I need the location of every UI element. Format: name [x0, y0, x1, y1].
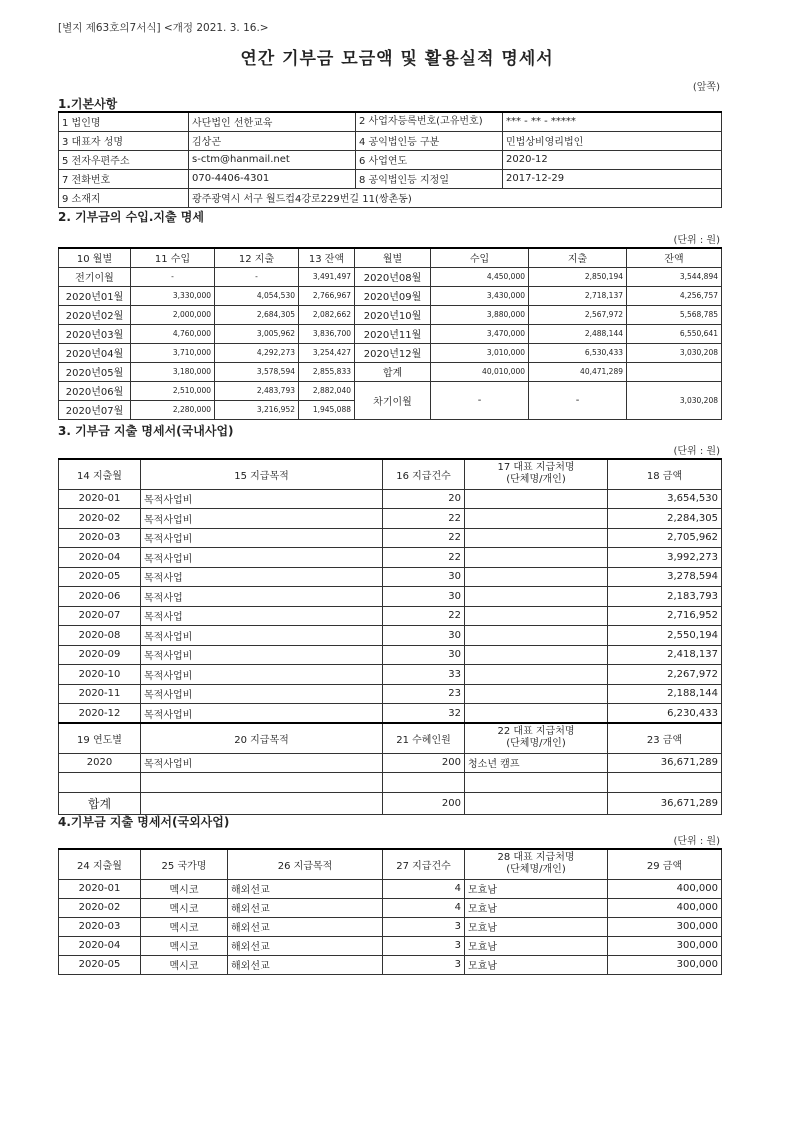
amount-cell: 3,005,962 [215, 324, 299, 343]
month-cell: 2020년07월 [59, 400, 131, 419]
table-row [59, 684, 722, 704]
amount-cell: 3,030,208 [627, 343, 722, 362]
field-value: 광주광역시 서구 월드컵4강로229번길 11(쌍촌동) [189, 188, 722, 207]
total-label: 합계 [59, 792, 141, 814]
amount-cell: 300,000 [608, 936, 722, 955]
amount-cell: 2,850,194 [529, 267, 627, 286]
recipient-cell: 모효남 [465, 898, 608, 917]
column-header: 15 지급목적 [141, 459, 383, 489]
month-cell: 2020-01 [59, 489, 141, 509]
amount-cell: 2,267,972 [608, 665, 722, 685]
overseas-expense-table [58, 848, 722, 975]
amount-cell: 3,180,000 [131, 362, 215, 381]
table-row [59, 150, 722, 169]
amount-cell: 5,568,785 [627, 305, 722, 324]
table-row [59, 606, 722, 626]
field-value: 070-4406-4301 [189, 169, 356, 188]
page-side-label: (앞쪽) [692, 82, 720, 93]
amount-cell: 2,280,000 [131, 400, 215, 419]
column-header: 19 연도별 [59, 723, 141, 753]
amount-cell: 3,030,208 [627, 381, 722, 419]
amount-cell: 3,491,497 [299, 267, 355, 286]
month-cell: 2020-07 [59, 606, 141, 626]
count-cell: 23 [383, 684, 465, 704]
amount-cell: 3,880,000 [431, 305, 529, 324]
table-header-row [59, 723, 722, 753]
section-title-overseas: 4.기부금 지출 명세서(국외사업) [58, 815, 230, 829]
table-row [59, 509, 722, 529]
recipient-cell [465, 684, 608, 704]
purpose-cell: 목적사업비 [141, 645, 383, 665]
table-row [59, 567, 722, 587]
recipient-cell: 청소년 캠프 [465, 753, 608, 773]
field-label: 6 사업연도 [356, 150, 503, 169]
unit-label: (단위 : 원) [673, 446, 720, 457]
column-header: 23 금액 [608, 723, 722, 753]
column-header: 12 지출 [215, 248, 299, 267]
recipient-cell [465, 548, 608, 568]
field-value: 2020-12 [503, 150, 722, 169]
country-cell: 멕시코 [141, 917, 228, 936]
recipient-cell [465, 645, 608, 665]
header-line: 17 대표 지급처명 [497, 462, 575, 474]
amount-cell [627, 362, 722, 381]
month-cell: 2020년04월 [59, 343, 131, 362]
column-header: 월별 [355, 248, 431, 267]
column-header: 21 수혜인원 [383, 723, 465, 753]
amount-cell: 2,716,952 [608, 606, 722, 626]
table-row [59, 286, 722, 305]
country-cell: 멕시코 [141, 898, 228, 917]
amount-cell: 4,256,757 [627, 286, 722, 305]
count-cell: 30 [383, 567, 465, 587]
amount-cell: 2,000,000 [131, 305, 215, 324]
recipient-cell [465, 509, 608, 529]
amount-cell: 400,000 [608, 898, 722, 917]
count-cell [383, 773, 465, 793]
table-row [59, 955, 722, 974]
table-row [59, 267, 722, 286]
table-row [59, 362, 722, 381]
amount-cell: 2,705,962 [608, 528, 722, 548]
recipient-cell [465, 792, 608, 814]
amount-cell: 6,530,433 [529, 343, 627, 362]
month-cell: 2020년11월 [355, 324, 431, 343]
month-cell: 2020-03 [59, 528, 141, 548]
month-cell: 2020-02 [59, 509, 141, 529]
field-label: 7 전화번호 [59, 169, 189, 188]
purpose-cell: 목적사업비 [141, 528, 383, 548]
field-label: 4 공익법인등 구분 [356, 131, 503, 150]
recipient-cell [465, 587, 608, 607]
purpose-cell: 목적사업비 [141, 509, 383, 529]
table-row [59, 898, 722, 917]
amount-cell: 2,284,305 [608, 509, 722, 529]
field-label: 9 소재지 [59, 188, 189, 207]
field-label: 2 사업자등록번호(고유번호) [356, 112, 503, 131]
amount-cell: 2,766,967 [299, 286, 355, 305]
amount-cell: 3,836,700 [299, 324, 355, 343]
purpose-cell: 목적사업비 [141, 626, 383, 646]
field-value: *** - ** - ***** [503, 112, 722, 131]
year-cell: 2020 [59, 753, 141, 773]
month-cell: 2020-06 [59, 587, 141, 607]
income-expense-table [58, 247, 722, 420]
amount-cell: 4,292,273 [215, 343, 299, 362]
column-header: 29 금액 [608, 849, 722, 879]
table-row [59, 917, 722, 936]
overseas-expense-body [59, 849, 722, 974]
amount-cell: - [131, 267, 215, 286]
field-value: 2017-12-29 [503, 169, 722, 188]
table-row [59, 587, 722, 607]
month-cell: 2020-02 [59, 898, 141, 917]
amount-cell: 40,010,000 [431, 362, 529, 381]
domestic-expense-table [58, 458, 722, 815]
recipient-cell [465, 567, 608, 587]
amount-cell: 400,000 [608, 879, 722, 898]
country-cell: 멕시코 [141, 879, 228, 898]
column-header: 16 지급건수 [383, 459, 465, 489]
table-row [59, 645, 722, 665]
section-title-income-expense: 2. 기부금의 수입.지출 명세 [58, 210, 204, 224]
column-header: 24 지출월 [59, 849, 141, 879]
column-header: 잔액 [627, 248, 722, 267]
table-row [59, 131, 722, 150]
amount-cell: 2,550,194 [608, 626, 722, 646]
amount-cell: 2,082,662 [299, 305, 355, 324]
count-cell: 33 [383, 665, 465, 685]
field-value: 사단법인 선한교육 [189, 112, 356, 131]
count-cell: 30 [383, 587, 465, 607]
basic-info-table [58, 111, 722, 208]
month-cell: 2020년06월 [59, 381, 131, 400]
table-row [59, 489, 722, 509]
table-row [59, 704, 722, 724]
field-label: 8 공익법인등 지정일 [356, 169, 503, 188]
amount-cell: 3,430,000 [431, 286, 529, 305]
count-cell: 200 [383, 792, 465, 814]
purpose-cell: 목적사업 [141, 606, 383, 626]
purpose-cell: 해외선교 [228, 898, 383, 917]
column-header: 25 국가명 [141, 849, 228, 879]
month-cell: 합계 [355, 362, 431, 381]
amount-cell: 2,188,144 [608, 684, 722, 704]
purpose-cell: 목적사업비 [141, 548, 383, 568]
month-cell: 2020-04 [59, 548, 141, 568]
country-cell: 멕시코 [141, 955, 228, 974]
count-cell: 30 [383, 645, 465, 665]
month-cell: 2020-01 [59, 879, 141, 898]
count-cell: 4 [383, 879, 465, 898]
table-row [59, 879, 722, 898]
column-header [465, 723, 608, 753]
field-label: 3 대표자 성명 [59, 131, 189, 150]
header-line: 28 대표 지급처명 [497, 852, 575, 864]
column-header: 27 지급건수 [383, 849, 465, 879]
month-cell: 2020-11 [59, 684, 141, 704]
field-label: 5 전자우편주소 [59, 150, 189, 169]
count-cell: 200 [383, 753, 465, 773]
month-cell: 전기이월 [59, 267, 131, 286]
unit-label: (단위 : 원) [673, 235, 720, 246]
purpose-cell: 목적사업 [141, 567, 383, 587]
recipient-cell [465, 528, 608, 548]
month-cell: 2020년12월 [355, 343, 431, 362]
amount-cell: - [215, 267, 299, 286]
month-cell: 2020-10 [59, 665, 141, 685]
count-cell: 22 [383, 606, 465, 626]
count-cell: 4 [383, 898, 465, 917]
amount-cell: 2,567,972 [529, 305, 627, 324]
amount-cell: 3,254,427 [299, 343, 355, 362]
amount-cell: - [431, 381, 529, 419]
purpose-cell: 해외선교 [228, 936, 383, 955]
amount-cell [608, 773, 722, 793]
amount-cell: 6,230,433 [608, 704, 722, 724]
recipient-cell [465, 626, 608, 646]
month-cell: 2020년03월 [59, 324, 131, 343]
month-cell: 2020-04 [59, 936, 141, 955]
table-row [59, 548, 722, 568]
amount-cell: 2,718,137 [529, 286, 627, 305]
count-cell: 32 [383, 704, 465, 724]
count-cell: 30 [383, 626, 465, 646]
table-row [59, 753, 722, 773]
header-line: (단체명/개인) [506, 864, 566, 876]
form-tag: [별지 제63호의7서식] <개정 2021. 3. 16.> [58, 22, 269, 34]
table-row [59, 665, 722, 685]
month-cell: 2020년09월 [355, 286, 431, 305]
purpose-cell: 목적사업비 [141, 753, 383, 773]
recipient-cell [465, 665, 608, 685]
basic-info-body [59, 112, 722, 207]
section-title-domestic: 3. 기부금 지출 명세서(국내사업) [58, 424, 234, 438]
field-value: 김상곤 [189, 131, 356, 150]
year-cell [59, 773, 141, 793]
column-header: 20 지급목적 [141, 723, 383, 753]
purpose-cell: 목적사업 [141, 587, 383, 607]
table-row [59, 528, 722, 548]
recipient-cell [465, 489, 608, 509]
amount-cell: 2,855,833 [299, 362, 355, 381]
table-row [59, 343, 722, 362]
month-cell: 2020-03 [59, 917, 141, 936]
month-cell: 2020년01월 [59, 286, 131, 305]
column-header: 지출 [529, 248, 627, 267]
amount-cell: 4,450,000 [431, 267, 529, 286]
amount-cell: 4,054,530 [215, 286, 299, 305]
table-header-row [59, 849, 722, 879]
month-cell: 2020년10월 [355, 305, 431, 324]
month-cell: 2020년08월 [355, 267, 431, 286]
field-value: 민법상비영리법인 [503, 131, 722, 150]
count-cell: 20 [383, 489, 465, 509]
amount-cell: 6,550,641 [627, 324, 722, 343]
recipient-cell: 모효남 [465, 955, 608, 974]
amount-cell: 2,510,000 [131, 381, 215, 400]
header-line: (단체명/개인) [506, 738, 566, 750]
amount-cell: 2,882,040 [299, 381, 355, 400]
purpose-cell: 목적사업비 [141, 489, 383, 509]
amount-cell: 3,578,594 [215, 362, 299, 381]
table-header-row [59, 459, 722, 489]
table-row [59, 188, 722, 207]
purpose-cell: 목적사업비 [141, 704, 383, 724]
amount-cell: 2,183,793 [608, 587, 722, 607]
amount-cell: 36,671,289 [608, 753, 722, 773]
purpose-cell [141, 792, 383, 814]
table-row [59, 936, 722, 955]
month-cell: 2020-12 [59, 704, 141, 724]
header-line: (단체명/개인) [506, 474, 566, 486]
domestic-expense-body [59, 459, 722, 814]
column-header: 13 잔액 [299, 248, 355, 267]
amount-cell: - [529, 381, 627, 419]
total-row [59, 792, 722, 814]
header-line: 22 대표 지급처명 [497, 726, 575, 738]
month-cell: 차기이월 [355, 381, 431, 419]
amount-cell: 40,471,289 [529, 362, 627, 381]
amount-cell: 3,544,894 [627, 267, 722, 286]
recipient-cell: 모효남 [465, 917, 608, 936]
amount-cell: 3,216,952 [215, 400, 299, 419]
count-cell: 3 [383, 917, 465, 936]
amount-cell: 2,483,793 [215, 381, 299, 400]
column-header: 10 월별 [59, 248, 131, 267]
amount-cell: 4,760,000 [131, 324, 215, 343]
purpose-cell: 목적사업비 [141, 665, 383, 685]
unit-label: (단위 : 원) [673, 836, 720, 847]
amount-cell: 2,418,137 [608, 645, 722, 665]
month-cell: 2020년05월 [59, 362, 131, 381]
column-header: 수입 [431, 248, 529, 267]
purpose-cell [141, 773, 383, 793]
table-row [59, 381, 722, 400]
column-header [465, 459, 608, 489]
income-expense-body [59, 248, 722, 419]
month-cell: 2020-09 [59, 645, 141, 665]
count-cell: 3 [383, 955, 465, 974]
field-value: s-ctm@hanmail.net [189, 150, 356, 169]
amount-cell: 36,671,289 [608, 792, 722, 814]
amount-cell: 3,470,000 [431, 324, 529, 343]
column-header: 11 수입 [131, 248, 215, 267]
purpose-cell: 목적사업비 [141, 684, 383, 704]
column-header: 14 지출월 [59, 459, 141, 489]
recipient-cell [465, 704, 608, 724]
table-header-row [59, 248, 722, 267]
count-cell: 22 [383, 509, 465, 529]
month-cell: 2020년02월 [59, 305, 131, 324]
field-label: 1 법인명 [59, 112, 189, 131]
count-cell: 3 [383, 936, 465, 955]
amount-cell: 3,654,530 [608, 489, 722, 509]
month-cell: 2020-05 [59, 955, 141, 974]
amount-cell: 3,278,594 [608, 567, 722, 587]
month-cell: 2020-08 [59, 626, 141, 646]
amount-cell: 1,945,088 [299, 400, 355, 419]
purpose-cell: 해외선교 [228, 955, 383, 974]
table-row [59, 773, 722, 793]
month-cell: 2020-05 [59, 567, 141, 587]
recipient-cell [465, 606, 608, 626]
count-cell: 22 [383, 528, 465, 548]
recipient-cell: 모효남 [465, 879, 608, 898]
country-cell: 멕시코 [141, 936, 228, 955]
purpose-cell: 해외선교 [228, 917, 383, 936]
amount-cell: 2,684,305 [215, 305, 299, 324]
amount-cell: 3,330,000 [131, 286, 215, 305]
section-title-basic: 1.기본사항 [58, 97, 118, 111]
count-cell: 22 [383, 548, 465, 568]
table-row [59, 324, 722, 343]
table-row [59, 112, 722, 131]
table-row [59, 626, 722, 646]
amount-cell: 3,992,273 [608, 548, 722, 568]
purpose-cell: 해외선교 [228, 879, 383, 898]
column-header [465, 849, 608, 879]
table-row [59, 169, 722, 188]
amount-cell: 300,000 [608, 917, 722, 936]
table-row [59, 305, 722, 324]
page-title: 연간 기부금 모금액 및 활용실적 명세서 [240, 49, 554, 69]
amount-cell: 300,000 [608, 955, 722, 974]
column-header: 26 지급목적 [228, 849, 383, 879]
amount-cell: 2,488,144 [529, 324, 627, 343]
column-header: 18 금액 [608, 459, 722, 489]
amount-cell: 3,710,000 [131, 343, 215, 362]
recipient-cell [465, 773, 608, 793]
amount-cell: 3,010,000 [431, 343, 529, 362]
recipient-cell: 모효남 [465, 936, 608, 955]
